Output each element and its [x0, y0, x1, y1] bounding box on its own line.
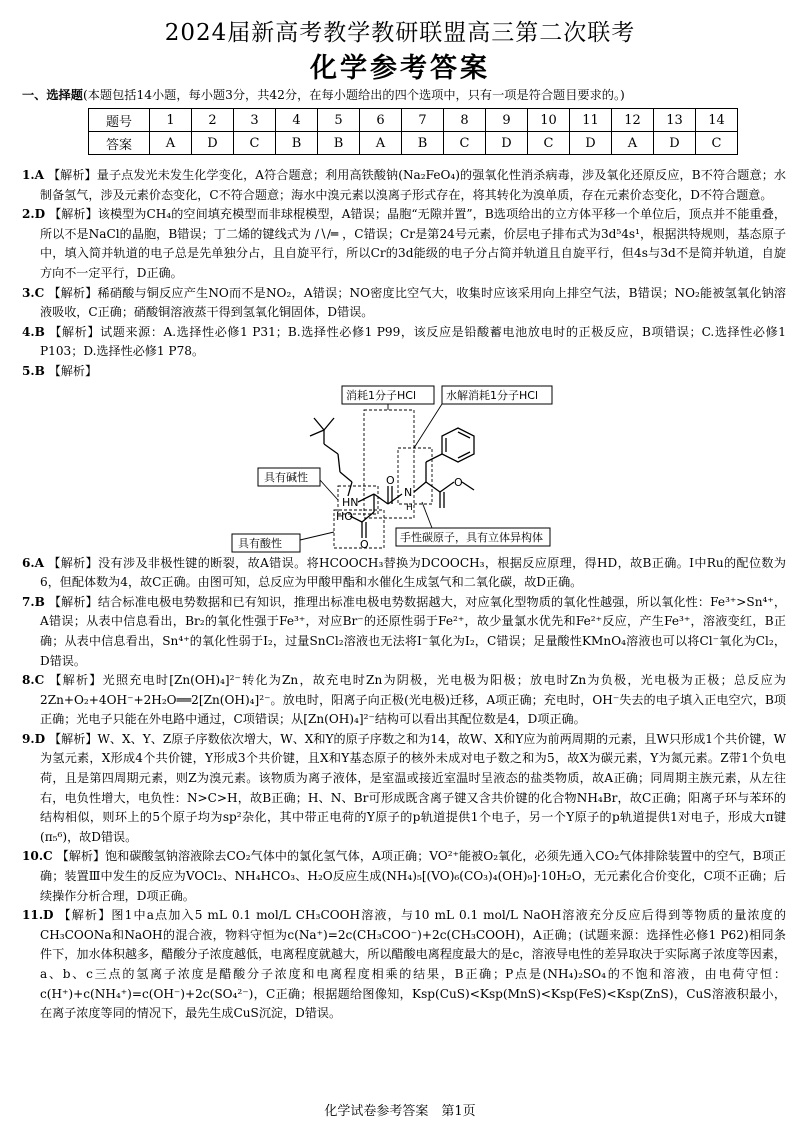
question-number: 6	[360, 109, 402, 132]
item-number: 7.B	[22, 594, 45, 609]
answer-cell: D	[486, 132, 528, 155]
label-basic: 具有碱性	[264, 470, 308, 484]
answer-table-row-numbers	[89, 109, 738, 132]
answer-table-row-answers	[89, 132, 738, 155]
answer-cell: C	[528, 132, 570, 155]
answer-cell: B	[402, 132, 444, 155]
atom-ho: HO	[336, 509, 353, 523]
explanation-item-11	[22, 906, 786, 1024]
question-number: 5	[318, 109, 360, 132]
question-number: 13	[654, 109, 696, 132]
explanation-item-1	[22, 166, 786, 205]
structure-diagram	[22, 382, 786, 554]
item-number: 8.C	[22, 673, 45, 688]
item-text: 【解析】量子点发光未发生化学变化，A符合题意；利用高铁酸钠(Na₂FeO₄)的强氧化性消杀病毒，涉及氧化还原反应，B不符合题意；水制备氢气，涉及元素价态变化，C不符合题意；海水中溴元素以溴离子形式存在，将其转化为溴单质，存在元素价态变化，D不符合题意。	[40, 168, 786, 202]
question-number: 9	[486, 109, 528, 132]
label-acidic: 具有酸性	[238, 536, 282, 550]
item-number: 4.B	[22, 324, 45, 339]
answer-cell: A	[360, 132, 402, 155]
answer-cell: A	[612, 132, 654, 155]
section-intro	[22, 86, 784, 104]
label-hydrolysis-hcl: 水解消耗1分子HCl	[446, 388, 539, 402]
atom-hn: HN	[342, 495, 359, 509]
question-number: 7	[402, 109, 444, 132]
molecule-svg	[22, 382, 786, 554]
exam-title: 2024届新高考教学教研联盟高三第二次联考	[164, 20, 636, 46]
answer-table	[88, 108, 738, 155]
item-number: 1.A	[22, 168, 45, 182]
question-number: 1	[150, 109, 192, 132]
answer-cell: D	[654, 132, 696, 155]
item-text: 【解析】试题来源：A.选择性必修1 P31；B.选择性必修1 P99，该反应是铅酸蓄电池放电时的正极反应，B项错误；C.选择性必修1 P103；D.选择性必修1 P78。	[40, 324, 786, 359]
question-number: 14	[696, 109, 738, 132]
section-label: 一、选择题	[22, 88, 83, 102]
explanation-item-6	[22, 554, 786, 593]
item-text: 【解析】该模型为CH₄的空间填充模型而非球棍模型，A错误；晶胞“无隙并置”，B选项给出的立方体平移一个单位后，顶点并不能重叠，所以不是NaCl的晶胞，B错误；丁二烯的键线式为 ∕∖∕═ ，C错误；Cr是第24号元素，价层电子排布式为3d⁵4s¹，根据洪特规则，基态原子中，填入简并轨道的电子总是先单独分占，且自旋平行，所以Cr的3d能级的电子分占简并轨道且自旋平行，但4s与3d不是简并轨道，自旋方向不一定平行，D正确。	[40, 207, 786, 280]
item-number: 9.D	[22, 731, 46, 746]
atom-h: H	[406, 502, 413, 513]
answer-title: 化学参考答案	[310, 53, 490, 84]
question-number: 3	[234, 109, 276, 132]
question-number: 2	[192, 109, 234, 132]
row-label-answer: 答案	[89, 132, 150, 155]
row-label-number: 题号	[89, 109, 150, 132]
item-number: 2.D	[22, 207, 46, 222]
atom-n: N	[404, 485, 413, 499]
explanation-item-10	[22, 847, 786, 906]
question-number: 11	[570, 109, 612, 132]
item-text: 【解析】光照充电时[Zn(OH)₄]²⁻转化为Zn，故充电时Zn为阴极，光电极为阳极；放电时Zn为负极，光电极为正极；总反应为2Zn+O₂+4OH⁻+2H₂O══2[Zn(OH)₄]²⁻。放电时，阳离子向正极(光电极)迁移，A项正确；充电时，OH⁻失去的电子填入正电空穴，B项正确；光电子只能在外电路中通过，C项错误；从[Zn(OH)₄]²⁻结构可以看出其配位数是4，D项正确。	[40, 673, 786, 727]
section-instructions: (本题包括14小题，每小题3分，共42分，在每小题给出的四个选项中，只有一项是符合题目要求的。)	[82, 88, 625, 102]
item-number: 5.B	[22, 363, 45, 378]
atom-o-acid: O	[360, 537, 369, 551]
explanation-item-9	[22, 730, 786, 848]
question-number: 12	[612, 109, 654, 132]
answer-cell: D	[192, 132, 234, 155]
explanation-item-3	[22, 284, 786, 323]
item-number: 3.C	[22, 285, 45, 300]
label-chiral-carbon: 手性碳原子，具有立体异构体	[400, 530, 543, 544]
answer-cell: B	[276, 132, 318, 155]
item-number: 6.A	[22, 555, 45, 570]
item-text: 【解析】结合标准电极电势数据和已有知识，推理出标准电极电势数据越大，对应氧化型物质的氧化性越强，所以氧化性：Fe³⁺>Sn⁴⁺，A错误；从表中信息看出，Br₂的氧化性强于Fe³⁺，对应Br⁻的还原性弱于Fe²⁺，故少量氯水优先和Fe²⁺反应，产生Fe³⁺，溶液变红，B正确；从表中信息看出，Sn⁴⁺的氧化性弱于I₂，过量SnCl₂溶液也无法将I⁻氧化为I₂，C错误；足量酸性KMnO₄溶液也可以将Cl⁻氧化为Cl₂，D错误。	[40, 594, 786, 668]
item-text: 【解析】稀硝酸与铜反应产生NO而不是NO₂，A错误；NO密度比空气大，收集时应该采用向上排空气法，B错误；NO₂能被氢氧化钠溶液吸收，C正确；硝酸铜溶液蒸干得到氢氧化铜固体，D错误。	[40, 285, 786, 320]
answer-cell: C	[696, 132, 738, 155]
explanation-item-5	[22, 362, 786, 382]
item-text: 【解析】图1中a点加入5 mL 0.1 mol/L CH₃COOH溶液，与10 mL 0.1 mol/L NaOH溶液充分反应后得到等物质的量浓度的CH₃COONa和NaOH的混合液，物料守恒为c(Na⁺)=2c(CH₃COO⁻)+2c(CH₃COOH)，A正确；(试题来源：选择性必修1 P62)相同条件下，加水体积越多，醋酸分子浓度越低，电离程度就越大，所以醋酸电离程度最大的是c，溶液导电性的差异取决于实际离子浓度等因素，a、b、c三点的氢离子浓度是醋酸分子浓度和电离程度相乘的结果，B正确；P点是(NH₄)₂SO₄的不饱和溶液，由电荷守恒：c(H⁺)+c(NH₄⁺)=c(OH⁻)+2c(SO₄²⁻)，C正确；根据题给图像知，Ksp(CuS)<Ksp(MnS)<Ksp(FeS)<Ksp(ZnS)，CuS溶液积最小，在离子浓度等同的情况下，最先生成CuS沉淀，D错误。	[40, 908, 786, 1021]
explanations	[22, 166, 786, 1024]
item-text: 【解析】	[48, 363, 98, 378]
answer-cell: D	[570, 132, 612, 155]
item-number: 11.D	[22, 908, 54, 923]
atom-o-ester: O	[454, 475, 463, 489]
explanation-item-7	[22, 593, 786, 671]
question-number: 4	[276, 109, 318, 132]
explanation-item-8	[22, 671, 786, 730]
item-number: 10.C	[22, 849, 53, 864]
explanation-item-4	[22, 323, 786, 362]
label-consume-hcl: 消耗1分子HCl	[346, 388, 417, 402]
atom-o-carbonyl: O	[386, 473, 395, 487]
item-text: 【解析】W、X、Y、Z原子序数依次增大，W、X和Y的原子序数之和为14，故W、X和Y应为前两周期的元素，且W只形成1个共价键，W为氢元素，X形成4个共价键，Y形成3个共价键，且X和Y基态原子的核外未成对电子数之和为5，故X为碳元素，Y为氮元素。Z带1个负电荷，且是第四周期元素，则Z为溴元素。该物质为离子液体，是室温或接近室温时呈液态的盐类物质，故A正确；同周期主族元素，从左往右，电负性增大，电负性：N>C>H，故B正确；H、N、Br可形成既含离子键又含共价键的化合物NH₄Br，故C正确；阳离子环与苯环的结构相似，则环上的5个原子均为sp²杂化，其中带正电荷的Y原子的p轨道提供1个电子，另一个Y原子的p轨道提供1对电子，形成大π键(π₅⁶)，故D错误。	[40, 731, 786, 844]
answer-cell: B	[318, 132, 360, 155]
item-text: 【解析】没有涉及非极性键的断裂，故A错误。将HCOOCH₃替换为DCOOCH₃，根据反应原理，得HD，故B正确。Ⅰ中Ru的配位数为6，但配体数为4，故C正确。由图可知，总反应为甲酸甲酯和水催化生成氢气和二氧化碳，故D正确。	[40, 555, 786, 590]
question-number: 10	[528, 109, 570, 132]
answer-cell: C	[444, 132, 486, 155]
explanation-item-2	[22, 205, 786, 283]
question-number: 8	[444, 109, 486, 132]
answer-cell: C	[234, 132, 276, 155]
item-text: 【解析】饱和碳酸氢钠溶液除去CO₂气体中的氯化氢气体，A项正确；VO²⁺能被O₂氧化，必须先通入CO₂气体排除装置中的空气，B项正确；装置Ⅲ中发生的反应为VOCl₂、NH₄HCO₃、H₂O反应生成(NH₄)₅[(VO)₆(CO₃)₄(OH)₉]·10H₂O，无元素化合价变化，C项不正确；后续操作分析合理，D项正确。	[40, 849, 786, 903]
page-footer: 化学试卷参考答案 第1页	[324, 1104, 476, 1119]
answer-cell: A	[150, 132, 192, 155]
